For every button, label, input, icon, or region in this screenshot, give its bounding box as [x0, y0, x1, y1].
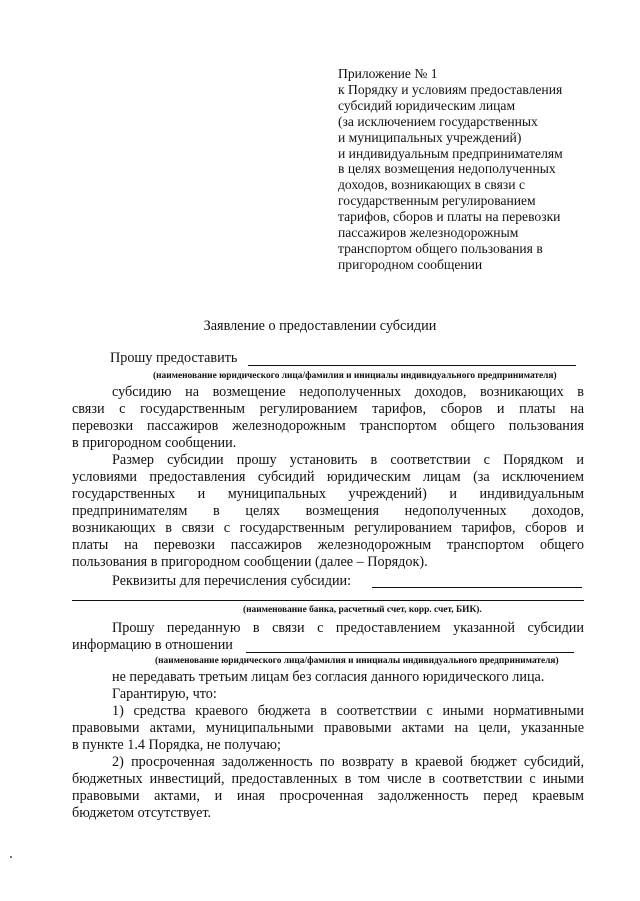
- appendix-header: [338, 66, 628, 273]
- appendix-line: и муниципальных учреждений): [338, 129, 522, 145]
- requisites-field-line2[interactable]: [72, 600, 584, 601]
- guarantee-item-line: бюджетом отсутствует.: [72, 805, 212, 821]
- requisites-field[interactable]: [372, 587, 582, 588]
- consent-line: Прошу переданную в связи с предоставлением указанной субсидии: [112, 620, 584, 636]
- guarantee-label: Гарантирую, что:: [112, 686, 217, 702]
- appendix-line: транспортом общего пользования в: [338, 240, 543, 256]
- appendix-line: тарифов, сборов и платы на перевозки: [338, 209, 561, 225]
- appendix-line: субсидий юридическим лицам: [338, 97, 516, 113]
- size-text-line: пользования в пригородном сообщении (далее – Порядок).: [72, 554, 428, 570]
- size-text-line: государственных и муниципальных учреждений) и индивидуальным: [72, 486, 584, 502]
- guarantee-item-line: бюджетных инвестиций, предоставленных в том числе в соответствии с иными: [72, 771, 584, 787]
- guarantee-item-line: 2) просроченная задолженность по возврату в краевой бюджет субсидий,: [112, 754, 584, 770]
- request-text-line: в пригородном сообщении.: [72, 435, 237, 451]
- size-text-line: Размер субсидии прошу установить в соответствии с Порядком и: [112, 452, 584, 468]
- size-text-line: условиями предоставления субсидий юридическим лицам (за исключением: [72, 469, 584, 485]
- recipient-name-field[interactable]: [246, 652, 574, 653]
- guarantee-item-line: в пункте 1.4 Порядка, не получаю;: [72, 737, 281, 753]
- consent-line: не передавать третьим лицам без согласия данного юридического лица.: [112, 669, 545, 685]
- request-text-line: перевозки пассажиров железнодорожным транспортом общего пользования: [72, 418, 584, 434]
- recipient-name-hint: (наименование юридического лица/фамилия и инициалы индивидуального предпринимателя): [155, 656, 559, 666]
- applicant-name-field[interactable]: [248, 365, 576, 366]
- appendix-line: государственным регулированием: [338, 193, 536, 209]
- size-text-line: возникающих в связи с государственным регулированием тарифов, сборов и: [72, 520, 584, 536]
- appendix-line: к Порядку и условиям предоставления: [338, 81, 563, 97]
- appendix-line: пассажиров железнодорожным: [338, 225, 519, 241]
- appendix-line: и индивидуальным предпринимателям: [338, 145, 563, 161]
- appendix-line: пригородном сообщении: [338, 256, 483, 272]
- size-text-line: предпринимателям в целях возмещения недополученных доходов,: [72, 503, 584, 519]
- appendix-line: Приложение № 1: [338, 66, 438, 81]
- guarantee-item-line: 1) средства краевого бюджета в соответствии с иными нормативными: [112, 703, 584, 719]
- size-text-line: платы на перевозки пассажиров железнодорожным транспортом общего: [72, 537, 584, 553]
- appendix-line: в целях возмещения недополученных: [338, 161, 556, 177]
- document-title: Заявление о предоставлении субсидии: [203, 318, 437, 334]
- consent-label: информацию в отношении: [72, 637, 233, 653]
- request-text-line: связи с государственным регулированием тарифов, сборов и платы на: [72, 401, 584, 417]
- guarantee-item-line: правовыми актами, муниципальными правовыми актами на цели, указанные: [72, 720, 584, 736]
- scan-speck: [10, 856, 12, 858]
- request-text-line: субсидию на возмещение недополученных доходов, возникающих в: [112, 384, 584, 400]
- appendix-line: (за исключением государственных: [338, 113, 538, 129]
- appendix-line: доходов, возникающих в связи с: [338, 177, 525, 193]
- requisites-label: Реквизиты для перечисления субсидии:: [112, 573, 352, 589]
- request-label: Прошу предоставить: [110, 350, 238, 366]
- applicant-name-hint: (наименование юридического лица/фамилия и инициалы индивидуального предпринимателя): [153, 371, 557, 381]
- requisites-hint: (наименование банка, расчетный счет, корр. счет, БИК).: [243, 605, 482, 615]
- guarantee-item-line: правовыми актами, и иная просроченная задолженность перед краевым: [72, 788, 584, 804]
